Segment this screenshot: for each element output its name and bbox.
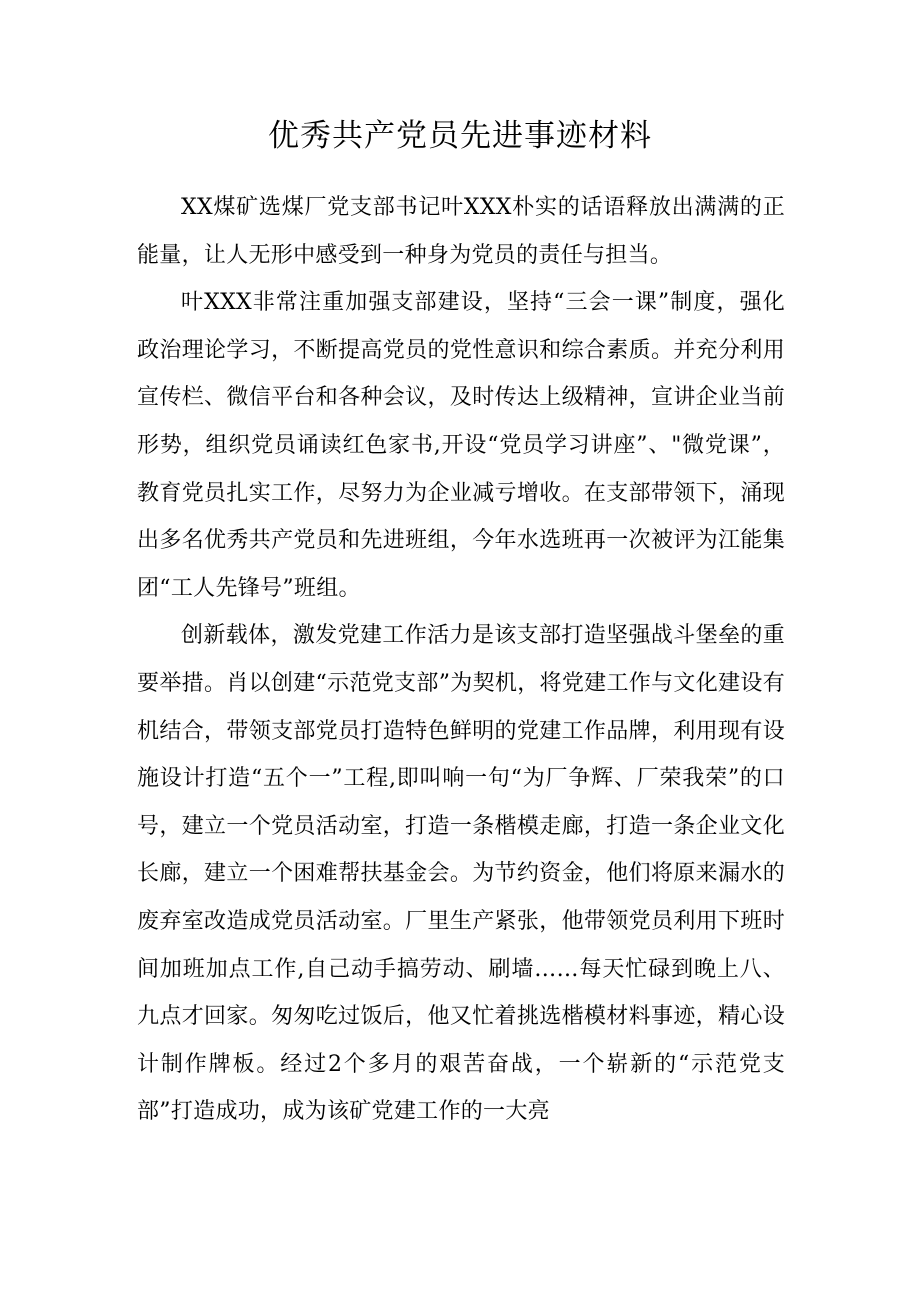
paragraph-3: 创新载体，激发党建工作活力是该支部打造坚强战斗堡垒的重要举措。肖以创建“示范党支部”为契机，将党建工作与文化建设有机结合，带领支部党员打造特色鲜明的党建工作品牌，利用现有设施设计打造“五个一”工程,即叫响一句“为厂争辉、厂荣我荣”的口号，建立一个党员活动室，打造一条楷模走廊，打造一条企业文化长廊，建立一个困难帮扶基金会。为节约资金，他们将原来漏水的废弃室改造成党员活动室。厂里生产紧张，他带领党员利用下班时间加班加点工作,自己动手搞劳动、刷墙……每天忙碌到晚上八、九点才回家。匆匆吃过饭后，他又忙着挑选楷模材料事迹，精心设计制作牌板。经过2个多月的艰苦奋战，一个崭新的“示范党支部”打造成功，成为该矿党建工作的一大亮: [137, 623, 785, 1125]
document-title: 优秀共产党员先进事迹材料: [268, 118, 652, 154]
paragraph-1: XX煤矿选煤厂党支部书记叶XXX朴实的话语释放出满满的正能量，让人无形中感受到一种身为党员的责任与担当。: [137, 195, 785, 268]
document-body: [137, 184, 785, 1136]
paragraph-2: 叶XXX非常注重加强支部建设，坚持“三会一课”制度，强化政治理论学习，不断提高党员的党性意识和综合素质。并充分利用宣传栏、微信平台和各种会议，及时传达上级精神，宣讲企业当前形势，组织党员诵读红色家书,开设“党员学习讲座”、"微党课”，教育党员扎实工作，尽努力为企业减亏增收。在支部带领下，涌现出多名优秀共产党员和先进班组，今年水选班再一次被评为江能集团“工人先锋号”班组。: [137, 290, 785, 601]
